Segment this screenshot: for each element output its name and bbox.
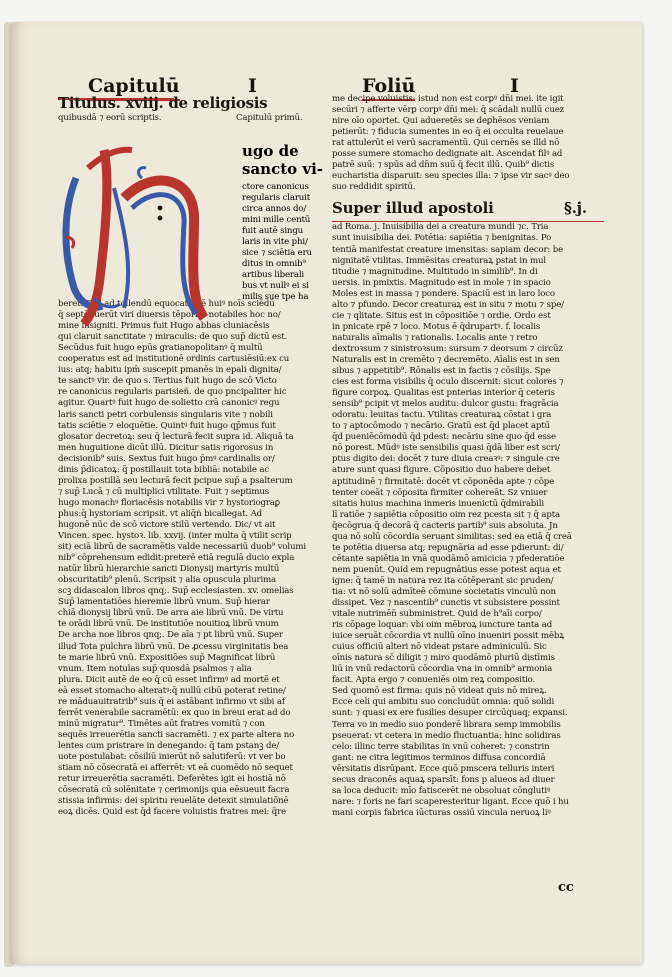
text-line: nare: ⁊ foris ne fari scaperesteritur ligant. Ecce quō i hu <box>332 796 569 807</box>
text-line: sensib⁹ pcipit vt melos auditu: dulcor gustu: fragrācia <box>332 399 559 410</box>
text-line: glosator decretoꝝ: seu q̄ lecturā fecit supra id. Aliquā ta <box>58 431 294 442</box>
text-line: Terra vo in medio suo ponderē librara semp immobilis <box>332 719 561 730</box>
text-line: in pnicate rpē ⁊ loco. Motus ē q̄drupartꝰ. f. localis <box>332 321 541 332</box>
section-subtitle <box>58 113 324 124</box>
text-line: hugonē nūc de scō victore stilū vertendo. Dic/ vt ait <box>58 519 276 530</box>
text-line: te orādi librū vnū. De institutiōe nouitioꝝ librū vnum <box>58 619 279 630</box>
section-heading-text: Super illud apostoli <box>332 199 494 218</box>
text-line: vnum. Item notulas sup̄ quosdā psalmos ⁊ alia <box>58 663 252 674</box>
text-line: igne: q̄ tamē in natura rez ita cōtēperant sic pruden/ <box>332 575 554 586</box>
opening-word-1: ugo de <box>242 142 299 160</box>
header-folio-number: I <box>510 75 519 97</box>
text-line: illud Tota pulchra librū vnū. De ꝓcessu virginitatis bea <box>58 641 289 652</box>
text-line: qui claruit sanctitate ⁊ miraculis: de quo sup̄ dictū est. <box>58 332 288 343</box>
text-line: sunt inuisibilia dei. Potētia: sapiētia ⁊ benignitas. Po <box>332 233 552 244</box>
text-line: vitale nutrimēn̄ subministret. Quid de h⁹aīi corpo/ <box>332 609 542 620</box>
text-line: Moles est in massa ⁊ pondere. Spaciū est in laro loco <box>332 288 555 299</box>
text-line: ctore canonicus <box>242 182 309 192</box>
text-line: mini mille centū <box>242 215 311 226</box>
text-line: nem puenūt. Quid em repugnātius esse potest aqua et <box>332 564 561 575</box>
text-line: tentiā manifestat creature imensitas: sapiam decor: be <box>332 244 564 255</box>
text-line: Sup̄ lamentatiōes hieremie librū vnum. Sup̄ hierar <box>58 597 270 608</box>
text-line: ris cōpage loquar: vbi oim mēbroꝝ iuncture tanta ad <box>332 620 553 631</box>
text-line: q̄ septē fuerūt viri diuersis tēporib⁹ notabiles hoc no/ <box>58 310 281 321</box>
text-line: alto ⁊ pfundo. Decor creaturaꝝ est in situ ⁊ motu ⁊ spe/ <box>332 299 564 310</box>
text-line: phus:q̄ hystoriam scripsit. vt̄ aliq̄ṅ bicallegat. Ad <box>58 508 262 519</box>
text-line: re canonicus regularis parisieñ. de quo pncipaliter hic <box>58 387 287 398</box>
text-line: eucharistia disparuit: seu species illa: ⁊ ipse vir sacꝰ deo <box>332 171 570 182</box>
catchword: cc <box>558 880 574 895</box>
subtitle-a: quibusdā ⁊ eorū scriptis. <box>58 113 162 123</box>
text-line: qua nō solū cōcordia seruant similitas: sed ea etiā q̄ creā <box>332 531 572 542</box>
opening-word-2: sancto vi- <box>242 160 323 178</box>
text-line: prolixa postillā seu lecturā fecit pcipue sup̄ a psalterum <box>58 475 293 486</box>
text-line: sit) eciā librū de sacramētis valde necessariū duob⁹ volumi <box>58 542 306 553</box>
text-line: rat attulerūt ei verū sacramentū. Qui cernēs se illd nō <box>332 138 560 149</box>
header-chapter: Capitulū <box>88 74 180 101</box>
text-line: obscuritatib⁹ plenū. Scripsit ⁊ alia opuscula plurima <box>58 575 277 586</box>
text-line: retur irreuerētia sacramēti. Deferētes igit̄ ei hostiā nō <box>58 774 286 785</box>
text-line: tatis sciētie ⁊ eloquētie. Quintꝰ fuit hugo qp̄mus fuit <box>58 420 276 431</box>
text-line: minū migratur⁹. Timētes aūt fratres vomitū ⁊ con <box>58 718 265 729</box>
text-line: mine insigniti. Primus fuit Hugo abbas cluniacēsis <box>58 321 270 332</box>
section-heading <box>332 199 604 222</box>
text-line: gant: ne citra legitimos terminos diffusa concordiā <box>332 752 546 763</box>
text-line: lentes cum pristrare in denegando: q̄ tam pstanꝫ de/ <box>58 740 280 751</box>
text-line: ⁊ sup̄ Lucā ⁊ cū multiplici vtilitate. Fuit ⁊ septimus <box>58 486 270 497</box>
text-line: q̄d pueniēcōmodū q̄d pdest: necāriu sine quo q̄d esse <box>332 432 556 443</box>
text-line: ad Roma. j. Inuisibilia dei a creatura mundi ⁊c. Tria <box>332 222 549 233</box>
text-line: pseuerat: vt cetera in medio fluctuantia: hinc solidiras <box>332 730 561 741</box>
text-line: oīnis natura sc̄ diligit ⁊ miro quodāmō pluriū distīmis <box>332 653 555 664</box>
text-line: cies est forma visibilis q̄ oculo discernit: sicut colores ⁊ <box>332 377 564 388</box>
text-line: sunt: ⁊ quasi ex ere fusilies desuper circūquaq; expansi. <box>332 708 568 719</box>
text-line: te sanctꝰ vir. de quo s. Tertius fuit hugo de scō Victo <box>58 376 277 387</box>
section-title: Titulus. xviij. de religiosis <box>58 94 268 112</box>
text-line: ature sunt quasi figure. Cōpositio duo habere debet <box>332 465 551 476</box>
initial-h-icon <box>54 138 224 328</box>
text-line: figure corpoꝝ. Qualitas est pnterias interior q̄ ceteris <box>332 388 555 399</box>
text-line: sitatis huius machina inmeris inuenictū q̄dmirabili <box>332 498 544 509</box>
text-line: dextroꝛsum ⁊ sinistroꝛsum: sursum ⁊ deorsum ⁊ circūz <box>332 343 563 354</box>
text-line: nō porest. Mūdꝰ iste sensibilis quasi q̄dā liber est scri/ <box>332 443 560 454</box>
text-line: ferrēt venerabile sacramētū: ex quo in breui erat ad do <box>58 707 291 718</box>
text-line: naturalis aīmalis ⁊ rationalis. Localis ante ⁊ retro <box>332 332 538 343</box>
text-line: me decipe voluistis: istud non est corꝑꝰ dn̄i mei. ite igit̄ <box>332 94 564 104</box>
decorated-initial <box>54 138 224 328</box>
text-line: te marie librū vnū. Expositiōes sup̄ Magnificat librū <box>58 652 276 663</box>
text-line: eā esset stomacho alteratꝰ:q̄ nullū cibū poterat retine/ <box>58 685 286 696</box>
subtitle-b: Capitulū primū. <box>236 113 303 123</box>
text-line: De archa noe libros qnq;. De aīa ⁊ pt̄ librū vnū. Super <box>58 630 283 641</box>
text-line: regularis claruit <box>242 193 311 204</box>
text-line: sibus ⁊ appetitib⁹. Rōnalis est in factis ⁊ cōsilijs. Spe <box>332 366 551 377</box>
text-line: te potētia diuersa atq; repugnāria ad esse pdierunt: di/ <box>332 542 564 553</box>
text-line: re māduauitratrib⁹ suis q̄ ei astābant infirmo vt sibi af <box>58 696 285 707</box>
right-body-text-top <box>332 94 604 193</box>
opening-words <box>242 142 323 178</box>
text-line: Naturalis est in cremēto ⁊ decremēto. Aīalis est in sen <box>332 354 560 365</box>
section-mark: §.j. <box>564 199 587 218</box>
text-line: uersis. in pmixtis. Magnitudo est in mole ⁊ in spacio <box>332 277 551 288</box>
text-line: men huguitione dicūt illū. Dicitur satis rigorosus in <box>58 442 274 453</box>
text-line: circa annos do/ <box>242 204 307 215</box>
text-line: facit. Apta ergo ⁊ conueniēs oim reꝝ compositio. <box>332 675 536 686</box>
text-line: liū in vnū redactorū cōcordia vna in omnib⁹ armonia <box>332 664 553 675</box>
text-line: dissipet. Vez ⁊ nascentib⁹ cunctis vt subsistere possint <box>332 598 560 609</box>
text-line: milis sue tpe ha <box>242 292 309 303</box>
text-line: lī ratiōe ⁊ sapiētia cōpositio oim rez pcesta sit ⁊ q̄ apta <box>332 509 560 520</box>
text-line: celo: illinc terre stabilitas in vnū coheret: ⁊ constrin <box>332 741 550 752</box>
text-line: titudie ⁊ magnitudine. Multitudo in similib⁹. In di <box>332 266 538 277</box>
text-line: vērsitatis disrūpant. Ecce quō pmscera telluris interi <box>332 763 555 774</box>
text-line: secūri ⁊ afferte vērꝑ corpꝰ dn̄i mei: q̄ scādali nullū cuez <box>332 105 565 116</box>
text-line: iuice seruāt cōcordia vt nullū oīno inueniri possit mēbꝝ <box>332 631 565 642</box>
text-line: chiā dionysij librū vnū. De arra aie librū vnū. De virtu <box>58 608 284 619</box>
text-line: odoratu: leuitas tactu. Vtilitas creaturaꝝ cōstat i gra <box>332 410 552 421</box>
book-page <box>10 22 642 964</box>
text-line: ditus in omnib⁹ <box>242 259 306 270</box>
text-line: cooperatus est ad institutionē ordinis cartusiēsiū:ex cu <box>58 354 290 365</box>
right-body-text <box>332 222 604 819</box>
text-line: aptitudinē ⁊ firmitatē: docēt vt cōponēda apte ⁊ cōpe <box>332 476 555 487</box>
text-line: sa loca deducit: mīo fatiscerēt ne obsoluat cōnglutiꝰ <box>332 785 551 796</box>
text-line: scꝫ didascalon libros qnq;. Sup̄ ecclesiasten. xv. omelias <box>58 586 294 597</box>
text-line: posse sumere stomacho dedignate ait. Ascendat filꝰ ad <box>332 149 563 160</box>
text-line: Secūdus fuit hugo epūs gratianopolitanꝰ q̄ multū <box>58 343 263 354</box>
text-line: ius: atq; habitu ipm̄ suscepit pmanēs in epali dignita/ <box>58 365 282 376</box>
text-line: beret. Sed ad tollendū equocationē huiꝰ noīs sciēdū <box>58 299 275 310</box>
header-folio: Foliū <box>362 74 415 101</box>
text-line: hugo monachꝰ floriacēsis notabilis vir ⁊ hystoriograꝑ <box>58 497 280 508</box>
text-line: cōsecratā cū solēnitate ⁊ cerimonijs qua eēsueuit facra <box>58 785 290 796</box>
text-line: artibus liberali <box>242 270 305 281</box>
beside-initial-text <box>242 182 334 304</box>
text-line: laris sancti petri corbulensis singularis vite ⁊ nobili <box>58 409 273 420</box>
text-line: cuius officiū alteri nō videat pstare adminiculū. Sic <box>332 642 547 653</box>
text-line: tia: vt nō solū admīteē cōmune societatis vinculū non <box>332 586 556 597</box>
text-line: bus vt nullꝰ ei si <box>242 281 309 292</box>
text-line: ptus digito dei: docēt ⁊ ture diuia creaꝛꝰ: ⁊ singule cre <box>332 454 560 465</box>
text-line: stissia infirmis: dei spiritu reuelāte detexit simulatiōnē <box>58 796 289 807</box>
text-line: sequēs irreuerētia sancti sacramēti. ⁊ ex parte altera no <box>58 729 295 740</box>
text-line: nib⁹ cōprehensum edidit:preterē etiā regulā ducio expla <box>58 553 295 564</box>
text-line: dinis p̄dicatoꝝ: q̄ postillauit tota bibliā: notabile ac <box>58 464 270 475</box>
text-line: nire oīo oportet. Qui adueretēs se deꝑhēsos veniam <box>332 116 550 127</box>
left-body-text <box>58 299 324 818</box>
text-line: suo reddidit spiritū. <box>332 182 416 193</box>
text-line: q̄ecōgrua q̄ decorā q̄ cacteris partib⁹ suis absoluta. Jn <box>332 520 558 531</box>
text-line: petierūt: ⁊ fiducia sumentes in eo q̄ ei occulta reuelaue <box>332 127 564 138</box>
text-line: stiam nō cōsecratā ei afferrēt: vt eā cuomēdo nō sequet <box>58 763 293 774</box>
right-column <box>332 94 604 894</box>
text-line: Vincen. spec. hystoꝛ. lib. xxvij. (inter multa q̄ vtilit̄ scrip <box>58 531 292 542</box>
text-line: plura. Dicit autē de eo q̄ cū esset infirmꝰ ad mortē et <box>58 674 280 685</box>
text-line: decisionib⁹ suis. Sextus fuit hugo p̄mꝰ cardinalis or/ <box>58 453 275 464</box>
text-line: cētante sapiētia in vnā quodāmō amicicia ⁊ pfederatiōe <box>332 553 565 564</box>
text-line: nignitatē vtilitas. Immēsitas creaturaꝝ pstat in mul <box>332 255 546 266</box>
text-line: cie ⁊ qlitate. Situs est in cōpositiōe ⁊ ordie. Ordo est <box>332 310 551 321</box>
text-line: secus draconēs aquaꝝ sparsīt: fons p alueos ad diuer <box>332 774 555 785</box>
text-line: uote postulabat: cōsiliū inierūt nō salutiferū: vt ver bo <box>58 751 286 762</box>
header-chapter-number: I <box>248 75 257 97</box>
text-line: fuit autē singu <box>242 226 304 237</box>
text-line: laris in vite phi/ <box>242 237 308 248</box>
text-line: patrē suū: ⁊ spūs ad dn̄m suū q̄ fecit illū. Quib⁹ dictis <box>332 160 555 171</box>
text-line: mani corpis fabrica iūcturas ossiū vincula neruoꝝ liꝰ <box>332 807 551 818</box>
text-line: Ecce celi qui ambitu suo concludūt omnia: quō solidi <box>332 697 555 708</box>
text-line: eoꝝ dicēs. Quid est q̄d facere voluistis fratres mei: q̄re <box>58 807 287 818</box>
text-line: sice ⁊ sciētia eru <box>242 248 312 259</box>
text-line: natūr librū hierarchie sancti Dionysij martyris multū <box>58 564 280 575</box>
text-line: to ⁊ aptocōmodo ⁊ necārio. Gratū est q̄d placet aptū <box>332 421 550 432</box>
text-line: Sed quomō est firma: quis nō videat quis nō mireꝝ. <box>332 686 547 697</box>
text-line: tenter coeāt ⁊ cōposita firmiter cohereāt. Sz vniuer <box>332 487 548 498</box>
text-line: agitur. Quartꝰ fuit hugo de solietto crā canonicꝰ regu <box>58 398 280 409</box>
